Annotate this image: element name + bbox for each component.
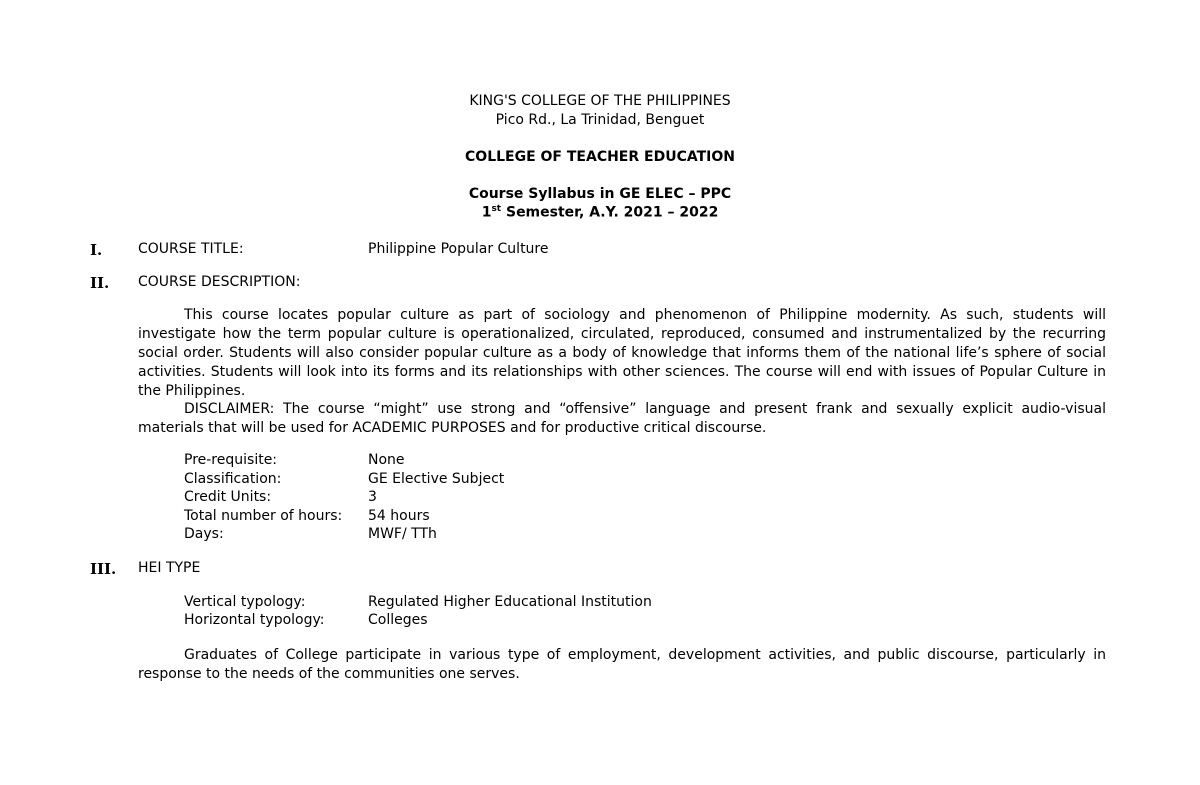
detail-label-days: Days:: [184, 526, 224, 542]
college-name: COLLEGE OF TEACHER EDUCATION: [465, 149, 735, 165]
section-numeral-2: II.: [90, 274, 110, 292]
detail-value-horizontal-typology: Colleges: [368, 612, 428, 628]
disclaimer-paragraph: DISCLAIMER: The course “might” use strong and “offensive” language and present frank and sexually explicit audio-visual materials that will be used for ACADEMIC PURPOSES and for productive critical discourse.: [138, 401, 1106, 436]
course-description-paragraph: This course locates popular culture as part of sociology and phenomenon of Philippine modernity. As such, students will investigate how the term popular culture is operationalized, circulated, reproduced, consumed and instrumentalized by the recurring social order. Students will also consider popular culture as a body of knowledge that informs them of the national life’s sphere of social activities. Students will look into its forms and its relationships with other sciences. The course will end with issues of Popular Culture in the Philippines.: [138, 307, 1106, 399]
institution-address: Pico Rd., La Trinidad, Benguet: [495, 112, 705, 128]
detail-value-total-hours: 54 hours: [368, 508, 430, 524]
detail-label-prerequisite: Pre-requisite:: [184, 452, 278, 468]
detail-value-vertical-typology: Regulated Higher Educational Institution: [368, 594, 652, 610]
course-description-label: COURSE DESCRIPTION:: [138, 274, 301, 290]
detail-label-total-hours: Total number of hours:: [184, 508, 343, 524]
detail-label-credit-units: Credit Units:: [184, 489, 272, 505]
institution-name: KING'S COLLEGE OF THE PHILIPPINES: [469, 93, 731, 109]
syllabus-title: Course Syllabus in GE ELEC – PPC: [468, 186, 732, 202]
semester-line: [0, 204, 1200, 221]
hei-type-label: HEI TYPE: [138, 560, 201, 576]
section-numeral-1: I.: [90, 241, 103, 259]
course-title-label: COURSE TITLE:: [138, 241, 244, 257]
detail-value-days: MWF/ TTh: [368, 526, 437, 542]
course-title-value: Philippine Popular Culture: [368, 241, 549, 257]
detail-value-prerequisite: None: [368, 452, 405, 468]
detail-label-vertical-typology: Vertical typology:: [184, 594, 306, 610]
semester-number: 1: [481, 204, 492, 221]
section-numeral-3: III.: [90, 560, 117, 578]
detail-label-classification: Classification:: [184, 471, 282, 487]
detail-value-credit-units: 3: [368, 489, 377, 505]
semester-text: Semester, A.Y. 2021 – 2022: [501, 204, 719, 221]
semester-suffix: st: [491, 204, 502, 214]
detail-label-horizontal-typology: Horizontal typology:: [184, 612, 325, 628]
detail-value-classification: GE Elective Subject: [368, 471, 505, 487]
graduates-paragraph: Graduates of College participate in various type of employment, development activities, and public discourse, particularly in response to the needs of the communities one serves.: [138, 647, 1106, 682]
